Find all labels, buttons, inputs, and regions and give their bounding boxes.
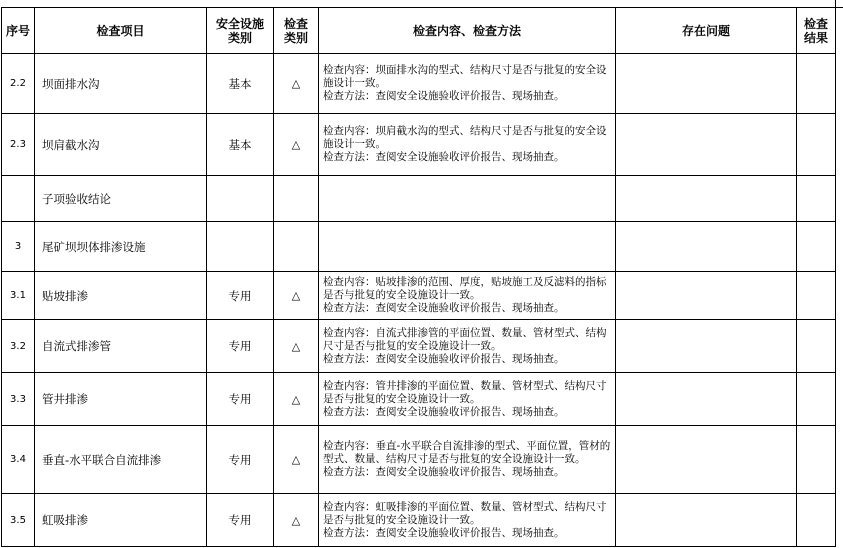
- page-corner-mark: [835, 0, 843, 8]
- row-content-method: [319, 54, 616, 114]
- row-category: 专用: [207, 320, 274, 373]
- check-content: 检查内容：坝肩截水沟的型式、结构尺寸是否与批复的安全设施设计一致。: [323, 125, 607, 150]
- row-result: [797, 494, 836, 547]
- row-result: [797, 373, 836, 426]
- header-item: 检查项目: [35, 8, 207, 54]
- header-check-type: 检查 类别: [274, 8, 319, 54]
- row-content-method: [319, 494, 616, 547]
- row-result: [797, 114, 836, 176]
- check-content: 检查内容：贴坡排渗的范围、厚度，贴坡施工及反滤料的指标是否与批复的安全设施设计一致。: [323, 276, 607, 301]
- row-item: 垂直-水平联合自流排渗: [35, 426, 207, 494]
- row-number: 3.4: [2, 426, 35, 494]
- row-result: [797, 320, 836, 373]
- table-row: [2, 320, 836, 373]
- check-content: 检查内容：虹吸排渗的平面位置、数量、管材型式、结构尺寸是否与批复的安全设施设计一致。: [323, 500, 607, 526]
- table-row: [2, 426, 836, 494]
- row-number: [2, 176, 35, 222]
- header-category: 安全设施 类别: [207, 8, 274, 54]
- row-item: 管井排渗: [35, 373, 207, 426]
- table-row: [2, 114, 836, 176]
- row-problems: [616, 373, 797, 426]
- check-content: 检查内容：坝面排水沟的型式、结构尺寸是否与批复的安全设施设计一致。: [323, 64, 607, 89]
- row-content-method: [319, 373, 616, 426]
- check-method: 检查方法：查阅安全设施验收评价报告、现场抽查。: [323, 151, 565, 163]
- row-number: 2.2: [2, 54, 35, 114]
- row-check-type: △: [274, 373, 319, 426]
- row-content-method: [319, 114, 616, 176]
- row-category: [207, 176, 274, 222]
- table-row: [2, 373, 836, 426]
- row-content-method: [319, 426, 616, 494]
- row-category: 专用: [207, 494, 274, 547]
- row-category: 专用: [207, 272, 274, 320]
- check-content: 检查内容：垂直-水平联合自流排渗的型式、平面位置，管材的型式、数量、结构尺寸是否与批复的安全设施设计一致。: [323, 440, 611, 465]
- row-result: [797, 222, 836, 272]
- check-method: 检查方法：查阅安全设施验收评价报告、现场抽查。: [323, 466, 565, 478]
- row-item: 虹吸排渗: [35, 494, 207, 547]
- row-number: 2.3: [2, 114, 35, 176]
- row-category: 专用: [207, 426, 274, 494]
- header-row: [2, 8, 836, 54]
- row-content-method: [319, 320, 616, 373]
- check-method: 检查方法：查阅安全设施验收评价报告、现场抽查。: [323, 352, 565, 365]
- row-result: [797, 54, 836, 114]
- table-row: [2, 222, 836, 272]
- row-category: 专用: [207, 373, 274, 426]
- row-result: [797, 176, 836, 222]
- row-category: [207, 222, 274, 272]
- header-result: 检查 结果: [797, 8, 836, 54]
- row-problems: [616, 426, 797, 494]
- row-item: 尾矿坝坝体排渗设施: [35, 222, 207, 272]
- row-category: 基本: [207, 54, 274, 114]
- inspection-table: [1, 7, 836, 547]
- row-check-type: △: [274, 272, 319, 320]
- row-check-type: [274, 176, 319, 222]
- row-check-type: △: [274, 320, 319, 373]
- row-problems: [616, 222, 797, 272]
- check-content: 检查内容：自流式排渗管的平面位置、数量、管材型式、结构尺寸是否与批复的安全设施设计一致。: [323, 326, 607, 352]
- row-number: 3.3: [2, 373, 35, 426]
- row-result: [797, 426, 836, 494]
- row-number: 3.5: [2, 494, 35, 547]
- row-check-type: △: [274, 54, 319, 114]
- row-item: 自流式排渗管: [35, 320, 207, 373]
- check-method: 检查方法：查阅安全设施验收评价报告、现场抽查。: [323, 526, 565, 539]
- row-problems: [616, 320, 797, 373]
- check-content: 检查内容：管井排渗的平面位置、数量、管材型式、结构尺寸是否与批复的安全设施设计一致。: [323, 379, 607, 405]
- row-number: 3.1: [2, 272, 35, 320]
- table-row: [2, 272, 836, 320]
- row-item: 坝肩截水沟: [35, 114, 207, 176]
- row-check-type: △: [274, 114, 319, 176]
- row-check-type: [274, 222, 319, 272]
- row-category: 基本: [207, 114, 274, 176]
- row-problems: [616, 176, 797, 222]
- row-item: 坝面排水沟: [35, 54, 207, 114]
- row-problems: [616, 494, 797, 547]
- header-content-method: 检查内容、检查方法: [319, 8, 616, 54]
- row-problems: [616, 114, 797, 176]
- row-number: 3: [2, 222, 35, 272]
- row-item: 子项验收结论: [35, 176, 207, 222]
- row-content-method: [319, 222, 616, 272]
- row-problems: [616, 272, 797, 320]
- row-item: 贴坡排渗: [35, 272, 207, 320]
- row-check-type: △: [274, 494, 319, 547]
- table-row: [2, 176, 836, 222]
- check-method: 检查方法：查阅安全设施验收评价报告、现场抽查。: [323, 405, 565, 418]
- table-row: [2, 54, 836, 114]
- row-content-method: [319, 176, 616, 222]
- table-row: [2, 494, 836, 547]
- row-result: [797, 272, 836, 320]
- row-number: 3.2: [2, 320, 35, 373]
- check-method: 检查方法：查阅安全设施验收评价报告、现场抽查。: [323, 90, 565, 102]
- row-content-method: [319, 272, 616, 320]
- row-problems: [616, 54, 797, 114]
- check-method: 检查方法：查阅安全设施验收评价报告、现场抽查。: [323, 302, 565, 314]
- header-no: 序号: [2, 8, 35, 54]
- row-check-type: △: [274, 426, 319, 494]
- header-problems: 存在问题: [616, 8, 797, 54]
